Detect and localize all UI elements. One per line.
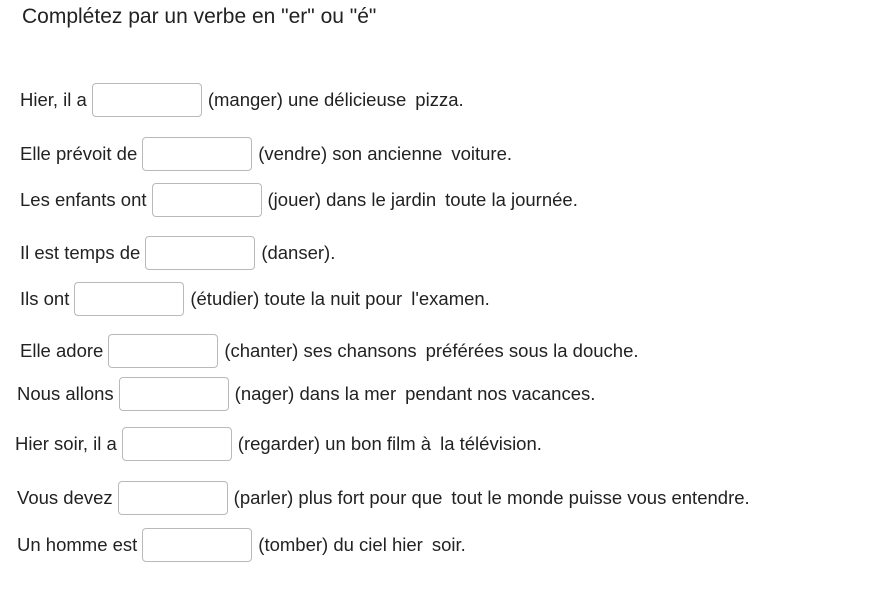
answer-input[interactable] [119, 377, 229, 411]
sentence-start: Hier, il a [20, 89, 87, 110]
sentence-end: (vendre) son ancienne [258, 143, 443, 164]
sentence-row [20, 82, 464, 118]
answer-input[interactable] [92, 83, 202, 117]
answer-input[interactable] [152, 183, 262, 217]
answer-input[interactable] [142, 528, 252, 562]
answer-input[interactable] [74, 282, 184, 316]
sentence-start: Un homme est [17, 534, 138, 555]
sentence-row [17, 480, 750, 516]
answer-input[interactable] [142, 137, 252, 171]
sentence-row [20, 281, 490, 317]
sentence-row [15, 426, 542, 462]
sentence-end: (étudier) toute la nuit pour [190, 288, 403, 309]
sentence-start: Elle prévoit de [20, 143, 138, 164]
sentence-start: Il est temps de [20, 242, 141, 263]
sentence-row [17, 527, 466, 563]
answer-input[interactable] [108, 334, 218, 368]
sentence-end-continued: préférées sous la douche. [425, 340, 639, 361]
sentence-row [17, 376, 595, 412]
sentence-end-continued: voiture. [451, 143, 512, 164]
sentence-end-continued: pendant nos vacances. [405, 383, 596, 404]
sentence-start: Elle adore [20, 340, 104, 361]
sentence-row [20, 235, 344, 271]
sentence-start: Nous allons [17, 383, 114, 404]
sentence-row [20, 136, 512, 172]
answer-input[interactable] [118, 481, 228, 515]
sentence-end: (nager) dans la mer [234, 383, 397, 404]
sentence-start: Vous devez [17, 487, 113, 508]
sentence-end: (chanter) ses chansons [224, 340, 417, 361]
sentence-start: Ils ont [20, 288, 70, 309]
sentence-end-continued: toute la journée. [445, 189, 578, 210]
sentence-end: (regarder) un bon film à [237, 433, 432, 454]
sentence-end: (manger) une délicieuse [207, 89, 407, 110]
exercise-title: Complétez par un verbe en "er" ou "é" [22, 5, 377, 28]
sentence-end-continued: pizza. [415, 89, 464, 110]
sentence-end: (jouer) dans le jardin [267, 189, 437, 210]
sentence-end-continued: tout le monde puisse vous entendre. [451, 487, 750, 508]
sentence-end: (tomber) du ciel hier [258, 534, 423, 555]
answer-input[interactable] [122, 427, 232, 461]
sentence-row [20, 333, 639, 369]
answer-input[interactable] [145, 236, 255, 270]
sentence-row [20, 182, 578, 218]
sentence-end-continued: la télévision. [440, 433, 542, 454]
sentence-end-continued: l'examen. [411, 288, 490, 309]
sentence-start: Hier soir, il a [15, 433, 117, 454]
sentence-start: Les enfants ont [20, 189, 147, 210]
sentence-end: (danser). [261, 242, 336, 263]
sentence-end: (parler) plus fort pour que [233, 487, 443, 508]
sentence-end-continued: soir. [431, 534, 466, 555]
